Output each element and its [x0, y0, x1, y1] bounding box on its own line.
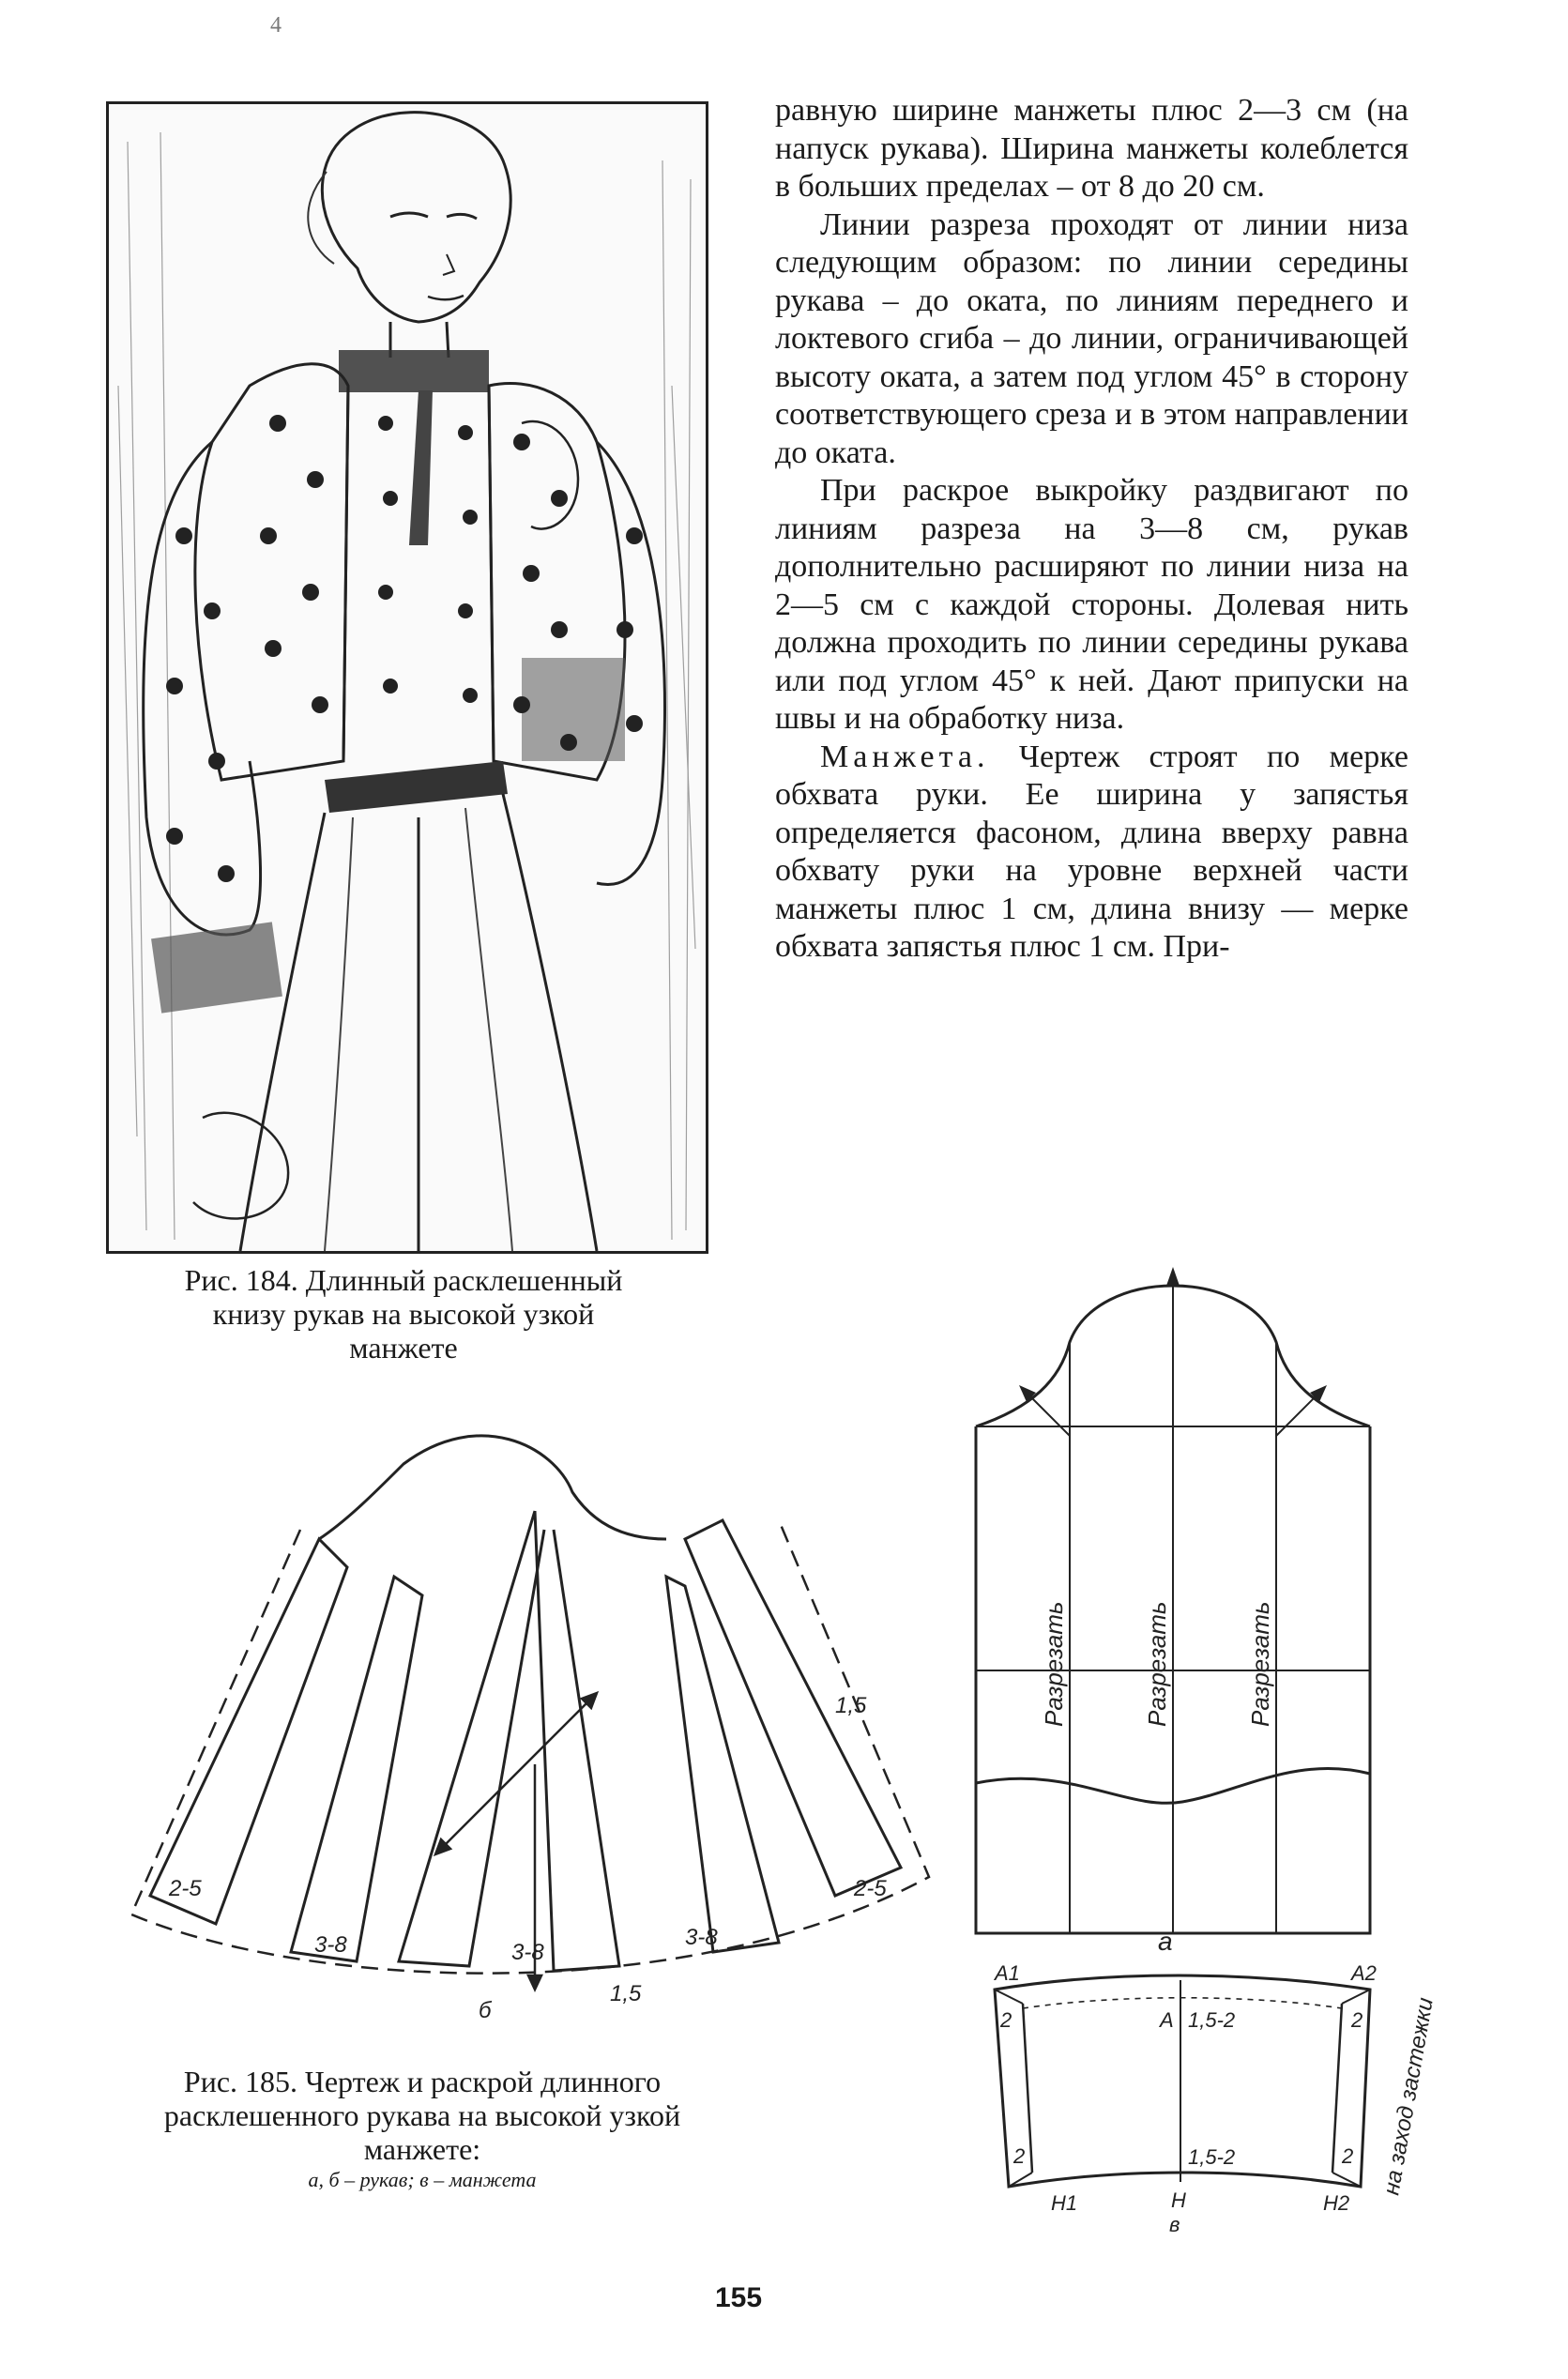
dim-label-right-3-8: 3-8: [685, 1925, 718, 1950]
dim-bottom-center: 1,5-2: [1188, 2145, 1236, 2169]
point-A2: A2: [1351, 1961, 1377, 1985]
paragraph-3: При раскрое выкройку раздвигают по линиям разреза на 3—8 см, рукав дополнительно расширяют по линии низа на 2—5 см с каждой стороны. Долевая нить должна проходить по линии середины рукава или под углом 45° к ней. Дают припуски на швы и на обработку низа.: [775, 473, 1408, 736]
point-A1: A1: [995, 1961, 1020, 1985]
fashion-illustration: [106, 101, 708, 1254]
caption-fig184: Рис. 184. Длинный расклешенный книзу рукав на высокой узкой манжете: [184, 1263, 623, 1365]
sleeve-cut-diagram-b: [122, 1426, 948, 2027]
paragraph-2: Линии разреза проходят от линии низа следующим образом: по линии середины рукава – до оката, по линиям переднего и локтевого сгиба – до линии, ограничивающей высоту оката, а затем под углом 45° в сторону соответствующего среза и в этом направлении до оката.: [775, 206, 1408, 470]
cuff-heading: Манжета.: [820, 739, 990, 774]
page-number: 155: [715, 2282, 763, 2313]
diagram-v-letter: в: [1169, 2213, 1180, 2236]
caption-fig185: [131, 2065, 713, 2194]
diagram-b-letter: б: [479, 1998, 492, 2023]
caption-fig185-main: Рис. 185. Чертеж и раскрой длинного расклешенного рукава на высокой узкой манжете:: [163, 2065, 681, 2166]
dim-top-right: 2: [1351, 2008, 1363, 2032]
dim-label-left-3-8: 3-8: [314, 1932, 347, 1958]
fastener-overlap-label: на заход застежки: [1378, 1995, 1439, 2198]
cut-label-2: Разрезать: [1143, 1601, 1171, 1727]
point-H1: H1: [1051, 2191, 1078, 2215]
dim-label-left-2-5: 2-5: [169, 1876, 202, 1901]
cuff-diagram-v: [976, 1952, 1439, 2236]
point-H: H: [1171, 2188, 1186, 2212]
point-A: A: [1160, 2008, 1174, 2032]
dim-top-center: 1,5-2: [1188, 2008, 1236, 2032]
paragraph-4-body: Чертеж строят по мерке обхвата руки. Ее ширина у запястья определяется фасоном, длина вверху равна обхвату руки на уровне верхней части манжеты плюс 1 см, длина внизу — мерке обхвата запястья плюс 1 см. При-: [775, 739, 1408, 964]
dim-label-right-2-5: 2-5: [854, 1876, 887, 1901]
paragraph-4: [775, 739, 1408, 967]
cut-label-1: Разрезать: [1040, 1601, 1068, 1727]
paragraph-1: равную ширине манжеты плюс 2—3 см (на напуск рукава). Ширина манжеты колеблется в больших пределах – от 8 до 20 см.: [775, 93, 1408, 204]
point-H2: H2: [1323, 2191, 1350, 2215]
caption-fig185-sub: а, б – рукав; в – манжета: [308, 2168, 537, 2191]
dim-label-side-1-5: 1,5: [835, 1693, 867, 1718]
cut-label-3: Разрезать: [1246, 1601, 1274, 1727]
dim-bottom-left: 2: [1013, 2144, 1026, 2168]
header-mark: 4: [270, 13, 282, 38]
sleeve-draft-diagram-a: [957, 1258, 1398, 1956]
dim-label-bottom-1-5: 1,5: [610, 1981, 642, 2006]
dim-top-left: 2: [1000, 2008, 1012, 2032]
dim-bottom-right: 2: [1342, 2144, 1354, 2168]
body-text: [775, 92, 1408, 967]
diagram-a-letter: а: [1158, 1927, 1173, 1956]
dim-label-center-3-8: 3-8: [511, 1940, 544, 1965]
